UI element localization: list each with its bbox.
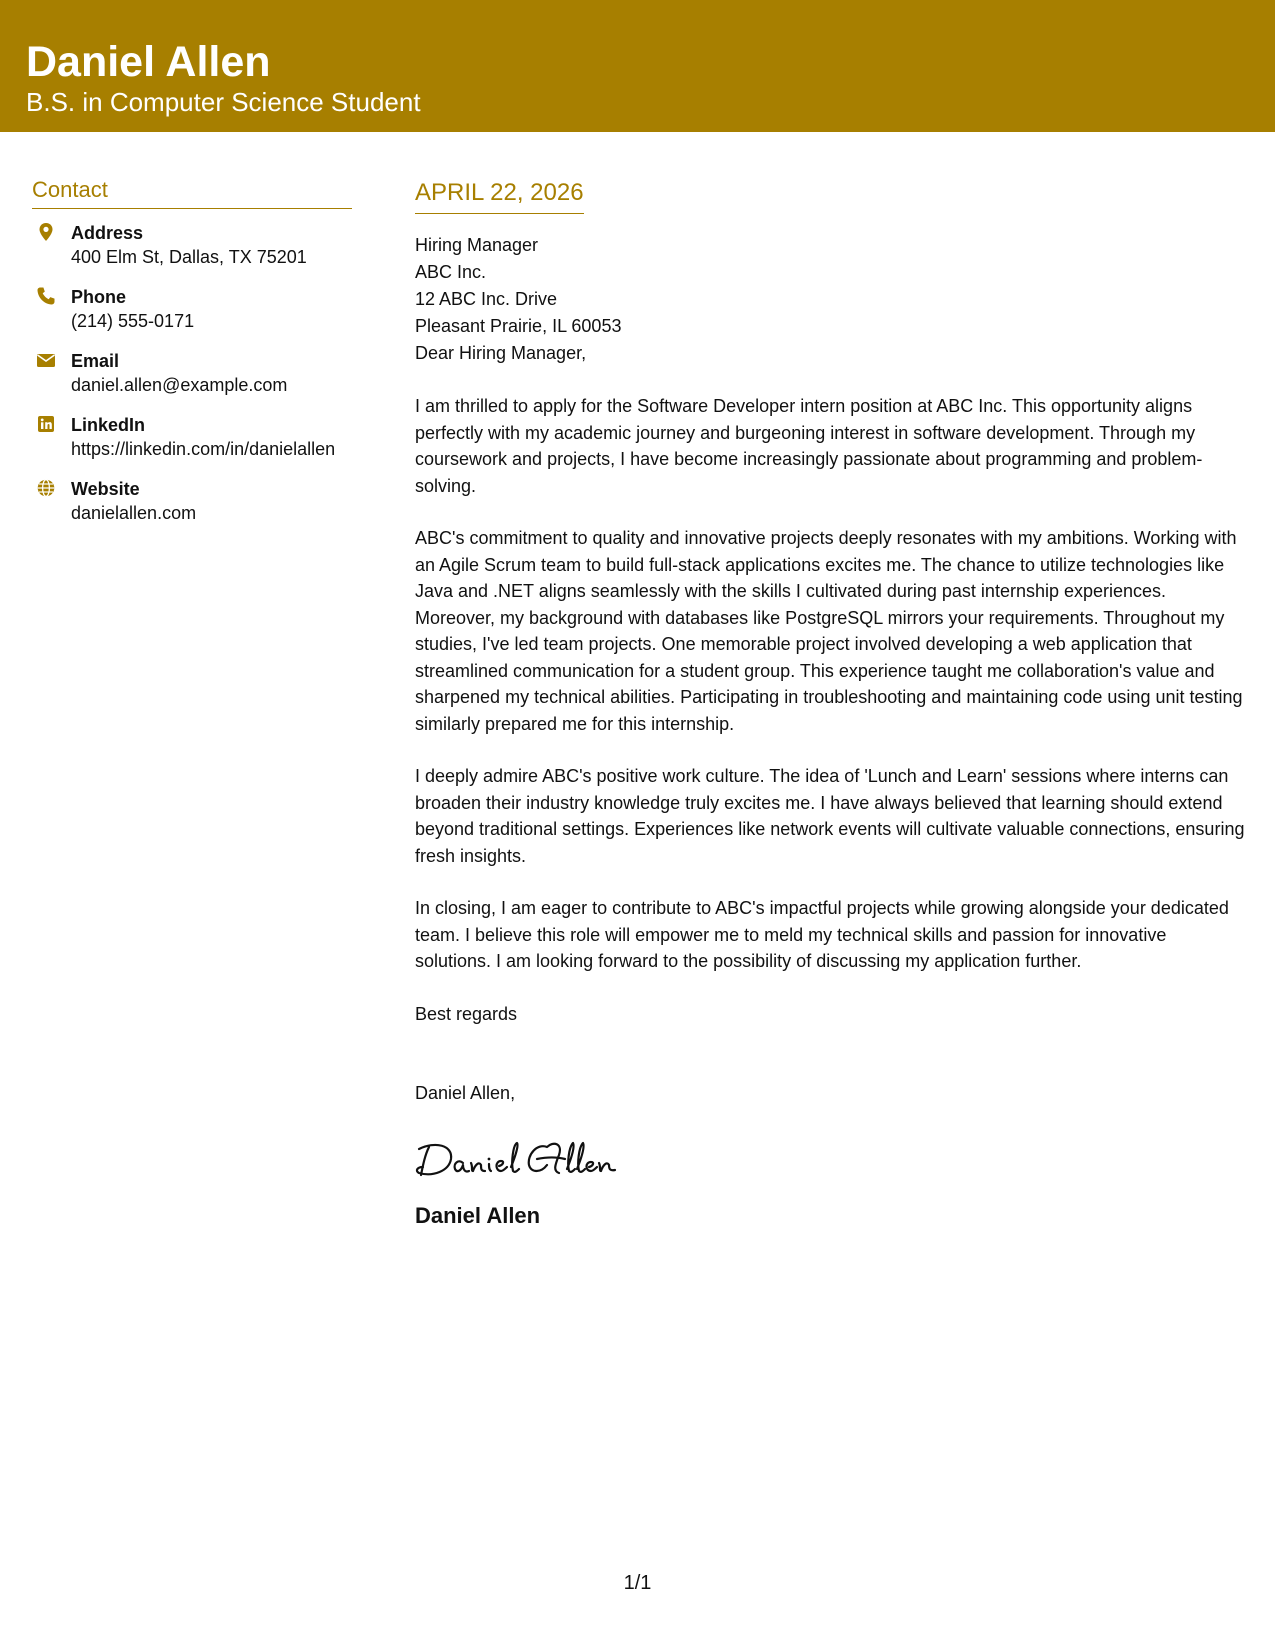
contact-label: Email <box>71 351 120 371</box>
contact-item-address <box>32 221 352 270</box>
recipient-company: ABC Inc. <box>415 262 487 282</box>
phone-icon <box>36 286 56 306</box>
page-number: 1/1 <box>623 1572 652 1594</box>
letter-body <box>415 178 1245 1231</box>
address-value: 400 Elm St, Dallas, TX 75201 <box>71 247 307 267</box>
recipient-street: 12 ABC Inc. Drive <box>415 289 558 309</box>
globe-icon <box>36 478 56 498</box>
header-banner <box>0 0 1275 132</box>
contact-item-phone <box>32 285 352 334</box>
map-pin-icon <box>36 222 56 242</box>
linkedin-icon <box>36 414 56 434</box>
contact-item-email <box>32 349 352 398</box>
contact-label: Address <box>71 223 144 243</box>
contact-item-linkedin <box>32 413 352 462</box>
paragraph: ABC's commitment to quality and innovative projects deeply resonates with my ambitions. Working with an Agile Scrum team to build full-stack applications excites me. The chance to utilize technologies like Java and .NET aligns seamlessly with the skills I cultivated during past internship experiences. Moreover, my background with databases like PostgreSQL mirrors your requirements. Throughout my studies, I've led team projects. One memorable project involved developing a web application that streamlined communication for a student group. This experience taught me collaboration's value and sharpened my technical abilities. Participating in troubleshooting and maintaining code using unit testing similarly prepared me for this internship. <box>415 528 1243 734</box>
paragraph: I am thrilled to apply for the Software Developer intern position at ABC Inc. This opportunity aligns perfectly with my academic journey and burgeoning interest in software development. Through my coursework and projects, I have become increasingly passionate about programming and problem-solving. <box>415 396 1203 496</box>
contact-sidebar <box>32 176 352 541</box>
signature-image <box>415 1133 1245 1183</box>
date-block <box>415 178 584 214</box>
linkedin-value[interactable]: https://linkedin.com/in/danielallen <box>71 439 336 459</box>
closing: Best regards <box>415 1003 518 1024</box>
website-value[interactable]: danielallen.com <box>71 503 197 523</box>
phone-value: (214) 555-0171 <box>71 311 195 331</box>
salutation: Dear Hiring Manager, <box>415 343 587 363</box>
signature-name: Daniel Allen <box>415 1202 541 1228</box>
applicant-name: Daniel Allen <box>26 38 271 86</box>
envelope-icon <box>36 350 56 370</box>
contact-heading: Contact <box>32 176 352 209</box>
contact-list <box>32 221 352 526</box>
recipient-title: Hiring Manager <box>415 235 539 255</box>
contact-label: LinkedIn <box>71 415 146 435</box>
contact-label: Phone <box>71 287 127 307</box>
email-value[interactable]: daniel.allen@example.com <box>71 375 288 395</box>
signoff-name: Daniel Allen, <box>415 1082 516 1103</box>
contact-label: Website <box>71 479 140 499</box>
recipient-city: Pleasant Prairie, IL 60053 <box>415 316 622 336</box>
recipient-block <box>415 232 1245 367</box>
letter-date: APRIL 22, 2026 <box>415 179 584 206</box>
applicant-subtitle: B.S. in Computer Science Student <box>26 87 421 117</box>
contact-item-website <box>32 477 352 526</box>
paragraph: In closing, I am eager to contribute to ABC's impactful projects while growing alongside your dedicated team. I believe this role will empower me to meld my technical skills and passion for innovative solutions. I am looking forward to the possibility of discussing my application further. <box>415 898 1229 971</box>
paragraph: I deeply admire ABC's positive work culture. The idea of 'Lunch and Learn' sessions where interns can broaden their industry knowledge truly excites me. I have always believed that learning should extend beyond traditional settings. Experiences like network events will cultivate valuable connections, ensuring fresh insights. <box>415 766 1245 866</box>
